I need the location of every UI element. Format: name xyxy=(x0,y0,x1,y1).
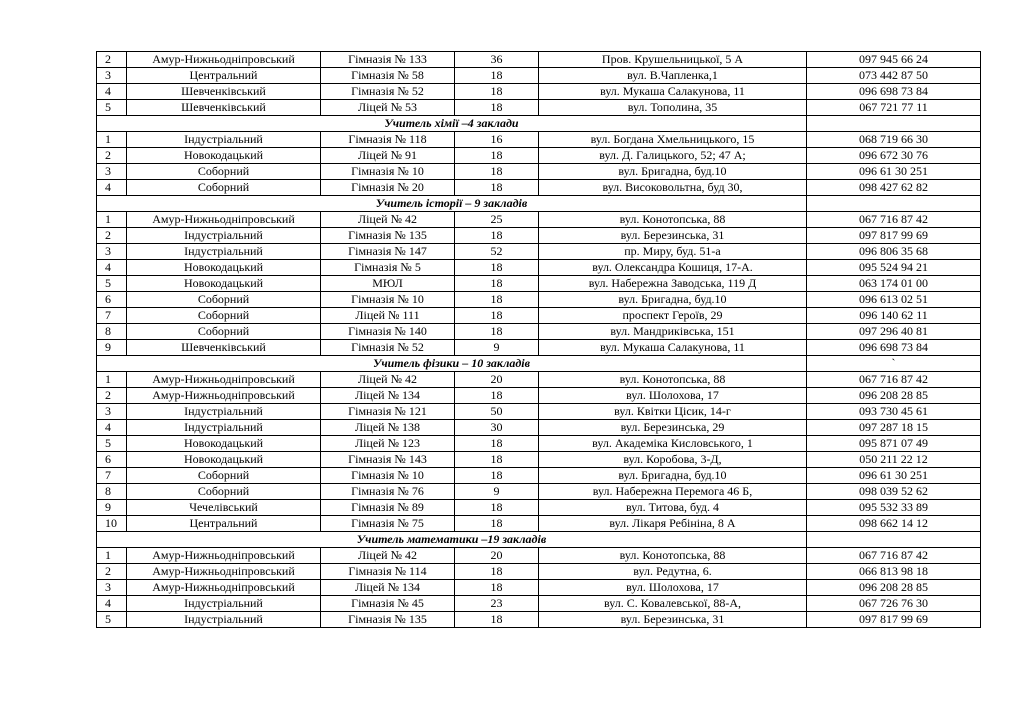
section-title: Учитель математики –19 закладів xyxy=(97,532,807,548)
hours-cell: 18 xyxy=(455,228,539,244)
table-row xyxy=(97,324,981,340)
district-cell: Шевченківський xyxy=(127,84,321,100)
table-row xyxy=(97,404,981,420)
address-cell: вул. Д. Галицького, 52; 47 А; xyxy=(539,148,807,164)
school-cell: МЮЛ xyxy=(321,276,455,292)
hours-cell: 9 xyxy=(455,484,539,500)
row-number-cell: 3 xyxy=(97,164,127,180)
school-cell: Гімназія № 10 xyxy=(321,164,455,180)
address-cell: вул. В.Чапленка,1 xyxy=(539,68,807,84)
phone-cell: 096 61 30 251 xyxy=(807,468,981,484)
hours-cell: 16 xyxy=(455,132,539,148)
row-number-cell: 3 xyxy=(97,580,127,596)
hours-cell: 18 xyxy=(455,516,539,532)
phone-cell: 093 730 45 61 xyxy=(807,404,981,420)
hours-cell: 23 xyxy=(455,596,539,612)
phone-cell: 096 806 35 68 xyxy=(807,244,981,260)
row-number-cell: 9 xyxy=(97,340,127,356)
school-cell: Гімназія № 10 xyxy=(321,468,455,484)
phone-cell: 097 945 66 24 xyxy=(807,52,981,68)
hours-cell: 18 xyxy=(455,180,539,196)
address-cell: вул. Високовольтна, буд 30, xyxy=(539,180,807,196)
section-side-cell: ˋ xyxy=(807,356,981,372)
table-row xyxy=(97,436,981,452)
school-cell: Гімназія № 76 xyxy=(321,484,455,500)
section-header-row xyxy=(97,532,981,548)
hours-cell: 18 xyxy=(455,100,539,116)
table-row xyxy=(97,84,981,100)
table-row xyxy=(97,132,981,148)
address-cell: вул. Бригадна, буд.10 xyxy=(539,292,807,308)
hours-cell: 18 xyxy=(455,84,539,100)
address-cell: вул. Конотопська, 88 xyxy=(539,372,807,388)
school-cell: Гімназія № 10 xyxy=(321,292,455,308)
table-row xyxy=(97,100,981,116)
row-number-cell: 5 xyxy=(97,276,127,292)
row-number-cell: 2 xyxy=(97,388,127,404)
address-cell: вул. Богдана Хмельницького, 15 xyxy=(539,132,807,148)
phone-cell: 096 698 73 84 xyxy=(807,340,981,356)
phone-cell: 097 817 99 69 xyxy=(807,612,981,628)
school-cell: Гімназія № 114 xyxy=(321,564,455,580)
hours-cell: 52 xyxy=(455,244,539,260)
district-cell: Індустріальний xyxy=(127,612,321,628)
district-cell: Амур-Нижньодніпровський xyxy=(127,52,321,68)
hours-cell: 18 xyxy=(455,612,539,628)
district-cell: Шевченківський xyxy=(127,340,321,356)
school-cell: Гімназія № 5 xyxy=(321,260,455,276)
address-cell: вул. Березинська, 31 xyxy=(539,612,807,628)
row-number-cell: 2 xyxy=(97,52,127,68)
school-cell: Ліцей № 134 xyxy=(321,388,455,404)
section-side-cell xyxy=(807,196,981,212)
district-cell: Соборний xyxy=(127,324,321,340)
address-cell: вул. Мандриківська, 151 xyxy=(539,324,807,340)
row-number-cell: 4 xyxy=(97,180,127,196)
row-number-cell: 5 xyxy=(97,612,127,628)
row-number-cell: 1 xyxy=(97,548,127,564)
address-cell: вул. Березинська, 31 xyxy=(539,228,807,244)
table-row xyxy=(97,228,981,244)
row-number-cell: 7 xyxy=(97,308,127,324)
school-cell: Ліцей № 42 xyxy=(321,548,455,564)
school-cell: Гімназія № 133 xyxy=(321,52,455,68)
district-cell: Новокодацький xyxy=(127,260,321,276)
address-cell: вул. С. Ковалевської, 88-А, xyxy=(539,596,807,612)
district-cell: Соборний xyxy=(127,180,321,196)
table-row xyxy=(97,612,981,628)
hours-cell: 18 xyxy=(455,308,539,324)
school-cell: Ліцей № 138 xyxy=(321,420,455,436)
phone-cell: 068 719 66 30 xyxy=(807,132,981,148)
school-cell: Гімназія № 143 xyxy=(321,452,455,468)
school-cell: Ліцей № 42 xyxy=(321,372,455,388)
row-number-cell: 2 xyxy=(97,148,127,164)
table-row xyxy=(97,212,981,228)
section-header-row xyxy=(97,356,981,372)
school-cell: Гімназія № 147 xyxy=(321,244,455,260)
row-number-cell: 5 xyxy=(97,436,127,452)
district-cell: Індустріальний xyxy=(127,244,321,260)
hours-cell: 18 xyxy=(455,564,539,580)
row-number-cell: 4 xyxy=(97,596,127,612)
vacancies-table-body xyxy=(97,52,981,628)
address-cell: вул. Тополина, 35 xyxy=(539,100,807,116)
address-cell: вул. Титова, буд. 4 xyxy=(539,500,807,516)
school-cell: Гімназія № 52 xyxy=(321,340,455,356)
section-header-row xyxy=(97,196,981,212)
row-number-cell: 8 xyxy=(97,484,127,500)
table-row xyxy=(97,164,981,180)
school-cell: Гімназія № 45 xyxy=(321,596,455,612)
school-cell: Ліцей № 111 xyxy=(321,308,455,324)
address-cell: проспект Героїв, 29 xyxy=(539,308,807,324)
phone-cell: 096 698 73 84 xyxy=(807,84,981,100)
row-number-cell: 3 xyxy=(97,244,127,260)
table-row xyxy=(97,548,981,564)
table-row xyxy=(97,244,981,260)
hours-cell: 18 xyxy=(455,292,539,308)
row-number-cell: 4 xyxy=(97,260,127,276)
district-cell: Новокодацький xyxy=(127,452,321,468)
hours-cell: 18 xyxy=(455,148,539,164)
address-cell: пр. Миру, буд. 51-а xyxy=(539,244,807,260)
district-cell: Індустріальний xyxy=(127,596,321,612)
table-row xyxy=(97,148,981,164)
phone-cell: 067 726 76 30 xyxy=(807,596,981,612)
phone-cell: 098 427 62 82 xyxy=(807,180,981,196)
school-cell: Гімназія № 58 xyxy=(321,68,455,84)
table-row xyxy=(97,388,981,404)
table-row xyxy=(97,580,981,596)
school-cell: Ліцей № 123 xyxy=(321,436,455,452)
school-cell: Гімназія № 118 xyxy=(321,132,455,148)
district-cell: Амур-Нижньодніпровський xyxy=(127,564,321,580)
district-cell: Індустріальний xyxy=(127,132,321,148)
phone-cell: 095 532 33 89 xyxy=(807,500,981,516)
district-cell: Амур-Нижньодніпровський xyxy=(127,372,321,388)
school-cell: Ліцей № 91 xyxy=(321,148,455,164)
district-cell: Центральний xyxy=(127,68,321,84)
address-cell: вул. Березинська, 29 xyxy=(539,420,807,436)
phone-cell: 095 871 07 49 xyxy=(807,436,981,452)
row-number-cell: 2 xyxy=(97,228,127,244)
phone-cell: 063 174 01 00 xyxy=(807,276,981,292)
row-number-cell: 2 xyxy=(97,564,127,580)
hours-cell: 50 xyxy=(455,404,539,420)
school-cell: Гімназія № 75 xyxy=(321,516,455,532)
address-cell: вул. Редутна, 6. xyxy=(539,564,807,580)
district-cell: Центральний xyxy=(127,516,321,532)
hours-cell: 18 xyxy=(455,68,539,84)
phone-cell: 066 813 98 18 xyxy=(807,564,981,580)
district-cell: Індустріальний xyxy=(127,404,321,420)
district-cell: Індустріальний xyxy=(127,228,321,244)
hours-cell: 18 xyxy=(455,452,539,468)
hours-cell: 9 xyxy=(455,340,539,356)
row-number-cell: 1 xyxy=(97,212,127,228)
school-cell: Ліцей № 134 xyxy=(321,580,455,596)
row-number-cell: 4 xyxy=(97,84,127,100)
row-number-cell: 5 xyxy=(97,100,127,116)
table-row xyxy=(97,452,981,468)
section-title: Учитель фізики – 10 закладів xyxy=(97,356,807,372)
table-row xyxy=(97,564,981,580)
row-number-cell: 4 xyxy=(97,420,127,436)
row-number-cell: 7 xyxy=(97,468,127,484)
district-cell: Соборний xyxy=(127,308,321,324)
table-row xyxy=(97,420,981,436)
phone-cell: 067 716 87 42 xyxy=(807,372,981,388)
row-number-cell: 6 xyxy=(97,452,127,468)
address-cell: вул. Бригадна, буд.10 xyxy=(539,468,807,484)
phone-cell: 067 716 87 42 xyxy=(807,212,981,228)
table-row xyxy=(97,468,981,484)
phone-cell: 098 662 14 12 xyxy=(807,516,981,532)
hours-cell: 18 xyxy=(455,276,539,292)
school-cell: Гімназія № 89 xyxy=(321,500,455,516)
row-number-cell: 3 xyxy=(97,68,127,84)
district-cell: Соборний xyxy=(127,484,321,500)
hours-cell: 36 xyxy=(455,52,539,68)
section-title: Учитель історії – 9 закладів xyxy=(97,196,807,212)
phone-cell: 096 672 30 76 xyxy=(807,148,981,164)
address-cell: вул. Конотопська, 88 xyxy=(539,212,807,228)
section-side-cell xyxy=(807,532,981,548)
district-cell: Соборний xyxy=(127,292,321,308)
hours-cell: 30 xyxy=(455,420,539,436)
table-row xyxy=(97,340,981,356)
address-cell: вул. Конотопська, 88 xyxy=(539,548,807,564)
district-cell: Амур-Нижньодніпровський xyxy=(127,580,321,596)
hours-cell: 18 xyxy=(455,324,539,340)
district-cell: Амур-Нижньодніпровський xyxy=(127,548,321,564)
address-cell: вул. Набережна Перемога 46 Б, xyxy=(539,484,807,500)
table-row xyxy=(97,276,981,292)
table-row xyxy=(97,260,981,276)
table-row xyxy=(97,484,981,500)
row-number-cell: 9 xyxy=(97,500,127,516)
address-cell: вул. Академіка Кисловського, 1 xyxy=(539,436,807,452)
school-cell: Гімназія № 135 xyxy=(321,612,455,628)
row-number-cell: 3 xyxy=(97,404,127,420)
phone-cell: 097 287 18 15 xyxy=(807,420,981,436)
phone-cell: 067 716 87 42 xyxy=(807,548,981,564)
table-row xyxy=(97,180,981,196)
address-cell: вул. Мукаша Салакунова, 11 xyxy=(539,84,807,100)
phone-cell: 096 208 28 85 xyxy=(807,388,981,404)
table-row xyxy=(97,516,981,532)
school-cell: Ліцей № 53 xyxy=(321,100,455,116)
phone-cell: 095 524 94 21 xyxy=(807,260,981,276)
table-row xyxy=(97,500,981,516)
hours-cell: 18 xyxy=(455,468,539,484)
hours-cell: 18 xyxy=(455,260,539,276)
section-title: Учитель хімії –4 заклади xyxy=(97,116,807,132)
phone-cell: 096 613 02 51 xyxy=(807,292,981,308)
district-cell: Амур-Нижньодніпровський xyxy=(127,388,321,404)
phone-cell: 096 61 30 251 xyxy=(807,164,981,180)
hours-cell: 18 xyxy=(455,388,539,404)
address-cell: вул. Бригадна, буд.10 xyxy=(539,164,807,180)
hours-cell: 20 xyxy=(455,372,539,388)
district-cell: Соборний xyxy=(127,468,321,484)
school-cell: Гімназія № 20 xyxy=(321,180,455,196)
hours-cell: 18 xyxy=(455,500,539,516)
hours-cell: 20 xyxy=(455,548,539,564)
table-row xyxy=(97,68,981,84)
school-cell: Гімназія № 121 xyxy=(321,404,455,420)
district-cell: Соборний xyxy=(127,164,321,180)
district-cell: Новокодацький xyxy=(127,436,321,452)
row-number-cell: 1 xyxy=(97,372,127,388)
address-cell: вул. Квітки Цісик, 14-г xyxy=(539,404,807,420)
school-cell: Ліцей № 42 xyxy=(321,212,455,228)
address-cell: вул. Мукаша Салакунова, 11 xyxy=(539,340,807,356)
district-cell: Амур-Нижньодніпровський xyxy=(127,212,321,228)
table-row xyxy=(97,292,981,308)
hours-cell: 18 xyxy=(455,164,539,180)
table-row xyxy=(97,52,981,68)
phone-cell: 097 817 99 69 xyxy=(807,228,981,244)
district-cell: Чечелівський xyxy=(127,500,321,516)
district-cell: Шевченківський xyxy=(127,100,321,116)
row-number-cell: 10 xyxy=(97,516,127,532)
hours-cell: 18 xyxy=(455,436,539,452)
hours-cell: 25 xyxy=(455,212,539,228)
phone-cell: 097 296 40 81 xyxy=(807,324,981,340)
address-cell: вул. Набережна Заводська, 119 Д xyxy=(539,276,807,292)
phone-cell: 050 211 22 12 xyxy=(807,452,981,468)
address-cell: вул. Коробова, 3-Д, xyxy=(539,452,807,468)
table-row xyxy=(97,308,981,324)
district-cell: Новокодацький xyxy=(127,276,321,292)
school-cell: Гімназія № 140 xyxy=(321,324,455,340)
hours-cell: 18 xyxy=(455,580,539,596)
phone-cell: 098 039 52 62 xyxy=(807,484,981,500)
row-number-cell: 6 xyxy=(97,292,127,308)
phone-cell: 073 442 87 50 xyxy=(807,68,981,84)
phone-cell: 096 208 28 85 xyxy=(807,580,981,596)
address-cell: вул. Олександра Кошиця, 17-А. xyxy=(539,260,807,276)
district-cell: Новокодацький xyxy=(127,148,321,164)
table-row xyxy=(97,596,981,612)
phone-cell: 096 140 62 11 xyxy=(807,308,981,324)
address-cell: вул. Лікаря Ребініна, 8 А xyxy=(539,516,807,532)
phone-cell: 067 721 77 11 xyxy=(807,100,981,116)
district-cell: Індустріальний xyxy=(127,420,321,436)
section-header-row xyxy=(97,116,981,132)
address-cell: Пров. Крушельницької, 5 А xyxy=(539,52,807,68)
school-cell: Гімназія № 52 xyxy=(321,84,455,100)
vacancies-table xyxy=(96,51,981,628)
row-number-cell: 8 xyxy=(97,324,127,340)
row-number-cell: 1 xyxy=(97,132,127,148)
table-row xyxy=(97,372,981,388)
school-cell: Гімназія № 135 xyxy=(321,228,455,244)
section-side-cell xyxy=(807,116,981,132)
address-cell: вул. Шолохова, 17 xyxy=(539,388,807,404)
address-cell: вул. Шолохова, 17 xyxy=(539,580,807,596)
